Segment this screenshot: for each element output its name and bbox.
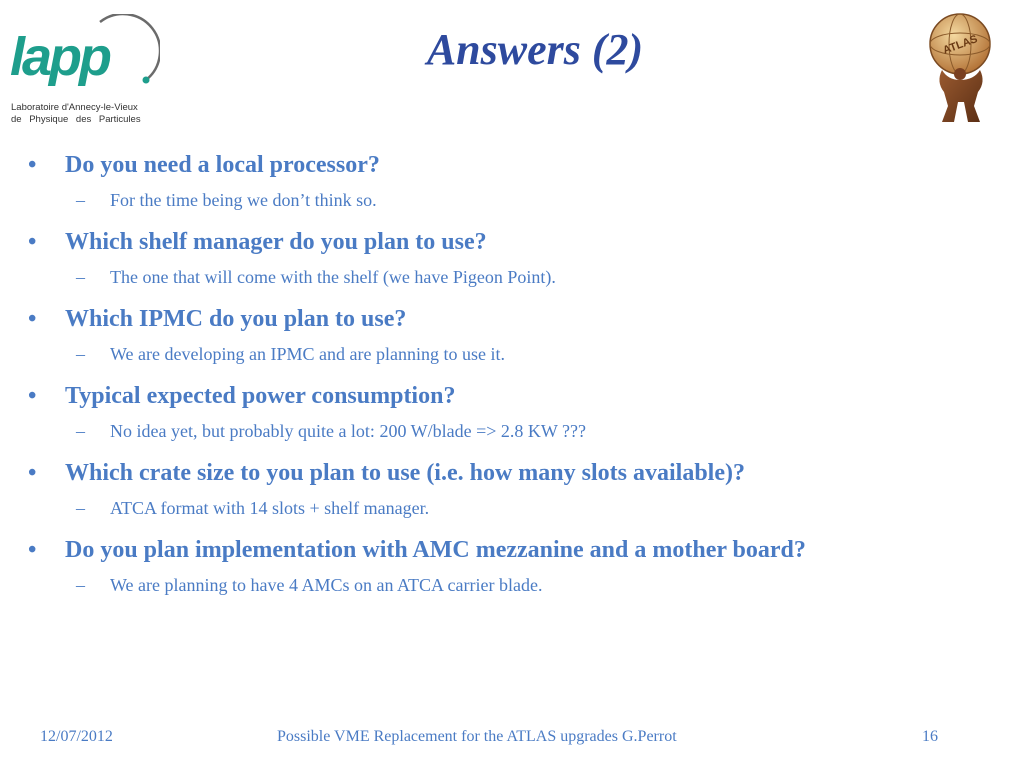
answer-text: The one that will come with the shelf (we have Pigeon Point).	[110, 267, 556, 287]
question	[28, 535, 1008, 565]
answer-text: We are developing an IPMC and are planning to use it.	[110, 344, 505, 364]
bullet-marker: •	[28, 537, 37, 563]
dash-marker: –	[76, 498, 85, 518]
answer-text: For the time being we don’t think so.	[110, 190, 377, 210]
qa-item	[28, 150, 1008, 212]
question	[28, 304, 1008, 334]
question	[28, 150, 1008, 180]
footer-date: 12/07/2012	[40, 728, 113, 745]
question-text: Which shelf manager do you plan to use?	[65, 229, 487, 255]
question-text: Do you plan implementation with AMC mezzanine and a mother board?	[65, 537, 806, 563]
lapp-subtitle-line1: Laboratoire d'Annecy-le-Vieux	[11, 102, 138, 113]
qa-item	[28, 535, 1008, 597]
atlas-logo	[918, 10, 1004, 126]
answer-text: We are planning to have 4 AMCs on an ATCA carrier blade.	[110, 575, 543, 595]
dash-marker: –	[76, 190, 85, 210]
question	[28, 381, 1008, 411]
answer-text: No idea yet, but probably quite a lot: 200 W/blade => 2.8 KW ???	[110, 421, 587, 441]
page-number: 16	[922, 728, 938, 745]
atlas-logo-text: ATLAS	[941, 33, 980, 57]
slide-title: Answers (2)	[426, 25, 644, 74]
qa-item	[28, 381, 1008, 443]
bullet-marker: •	[28, 306, 37, 332]
dash-marker: –	[76, 267, 85, 287]
dash-marker: –	[76, 575, 85, 595]
dash-marker: –	[76, 344, 85, 364]
answer	[28, 188, 1008, 212]
bullet-marker: •	[28, 229, 37, 255]
bullet-marker: •	[28, 460, 37, 486]
slide-content	[28, 150, 1008, 612]
lapp-subtitle	[11, 102, 141, 126]
question-text: Typical expected power consumption?	[65, 383, 456, 409]
qa-item	[28, 458, 1008, 520]
bullet-marker: •	[28, 383, 37, 409]
lapp-wordmark: lapp	[10, 27, 110, 87]
atlas-figure-icon	[918, 10, 1004, 126]
dash-marker: –	[76, 421, 85, 441]
question-text: Which crate size to you plan to use (i.e. how many slots available)?	[65, 460, 745, 486]
qa-item	[28, 227, 1008, 289]
footer-title: Possible VME Replacement for the ATLAS upgrades G.Perrot	[277, 728, 677, 745]
answer	[28, 265, 1008, 289]
question	[28, 458, 1008, 488]
question	[28, 227, 1008, 257]
answer	[28, 419, 1008, 443]
qa-item	[28, 304, 1008, 366]
answer-text: ATCA format with 14 slots + shelf manager.	[110, 498, 430, 518]
bullet-marker: •	[28, 152, 37, 178]
lapp-subtitle-line2: de Physique des Particules	[11, 114, 141, 125]
question-text: Do you need a local processor?	[65, 152, 380, 178]
answer	[28, 342, 1008, 366]
question-text: Which IPMC do you plan to use?	[65, 306, 407, 332]
answer	[28, 496, 1008, 520]
answer	[28, 573, 1008, 597]
